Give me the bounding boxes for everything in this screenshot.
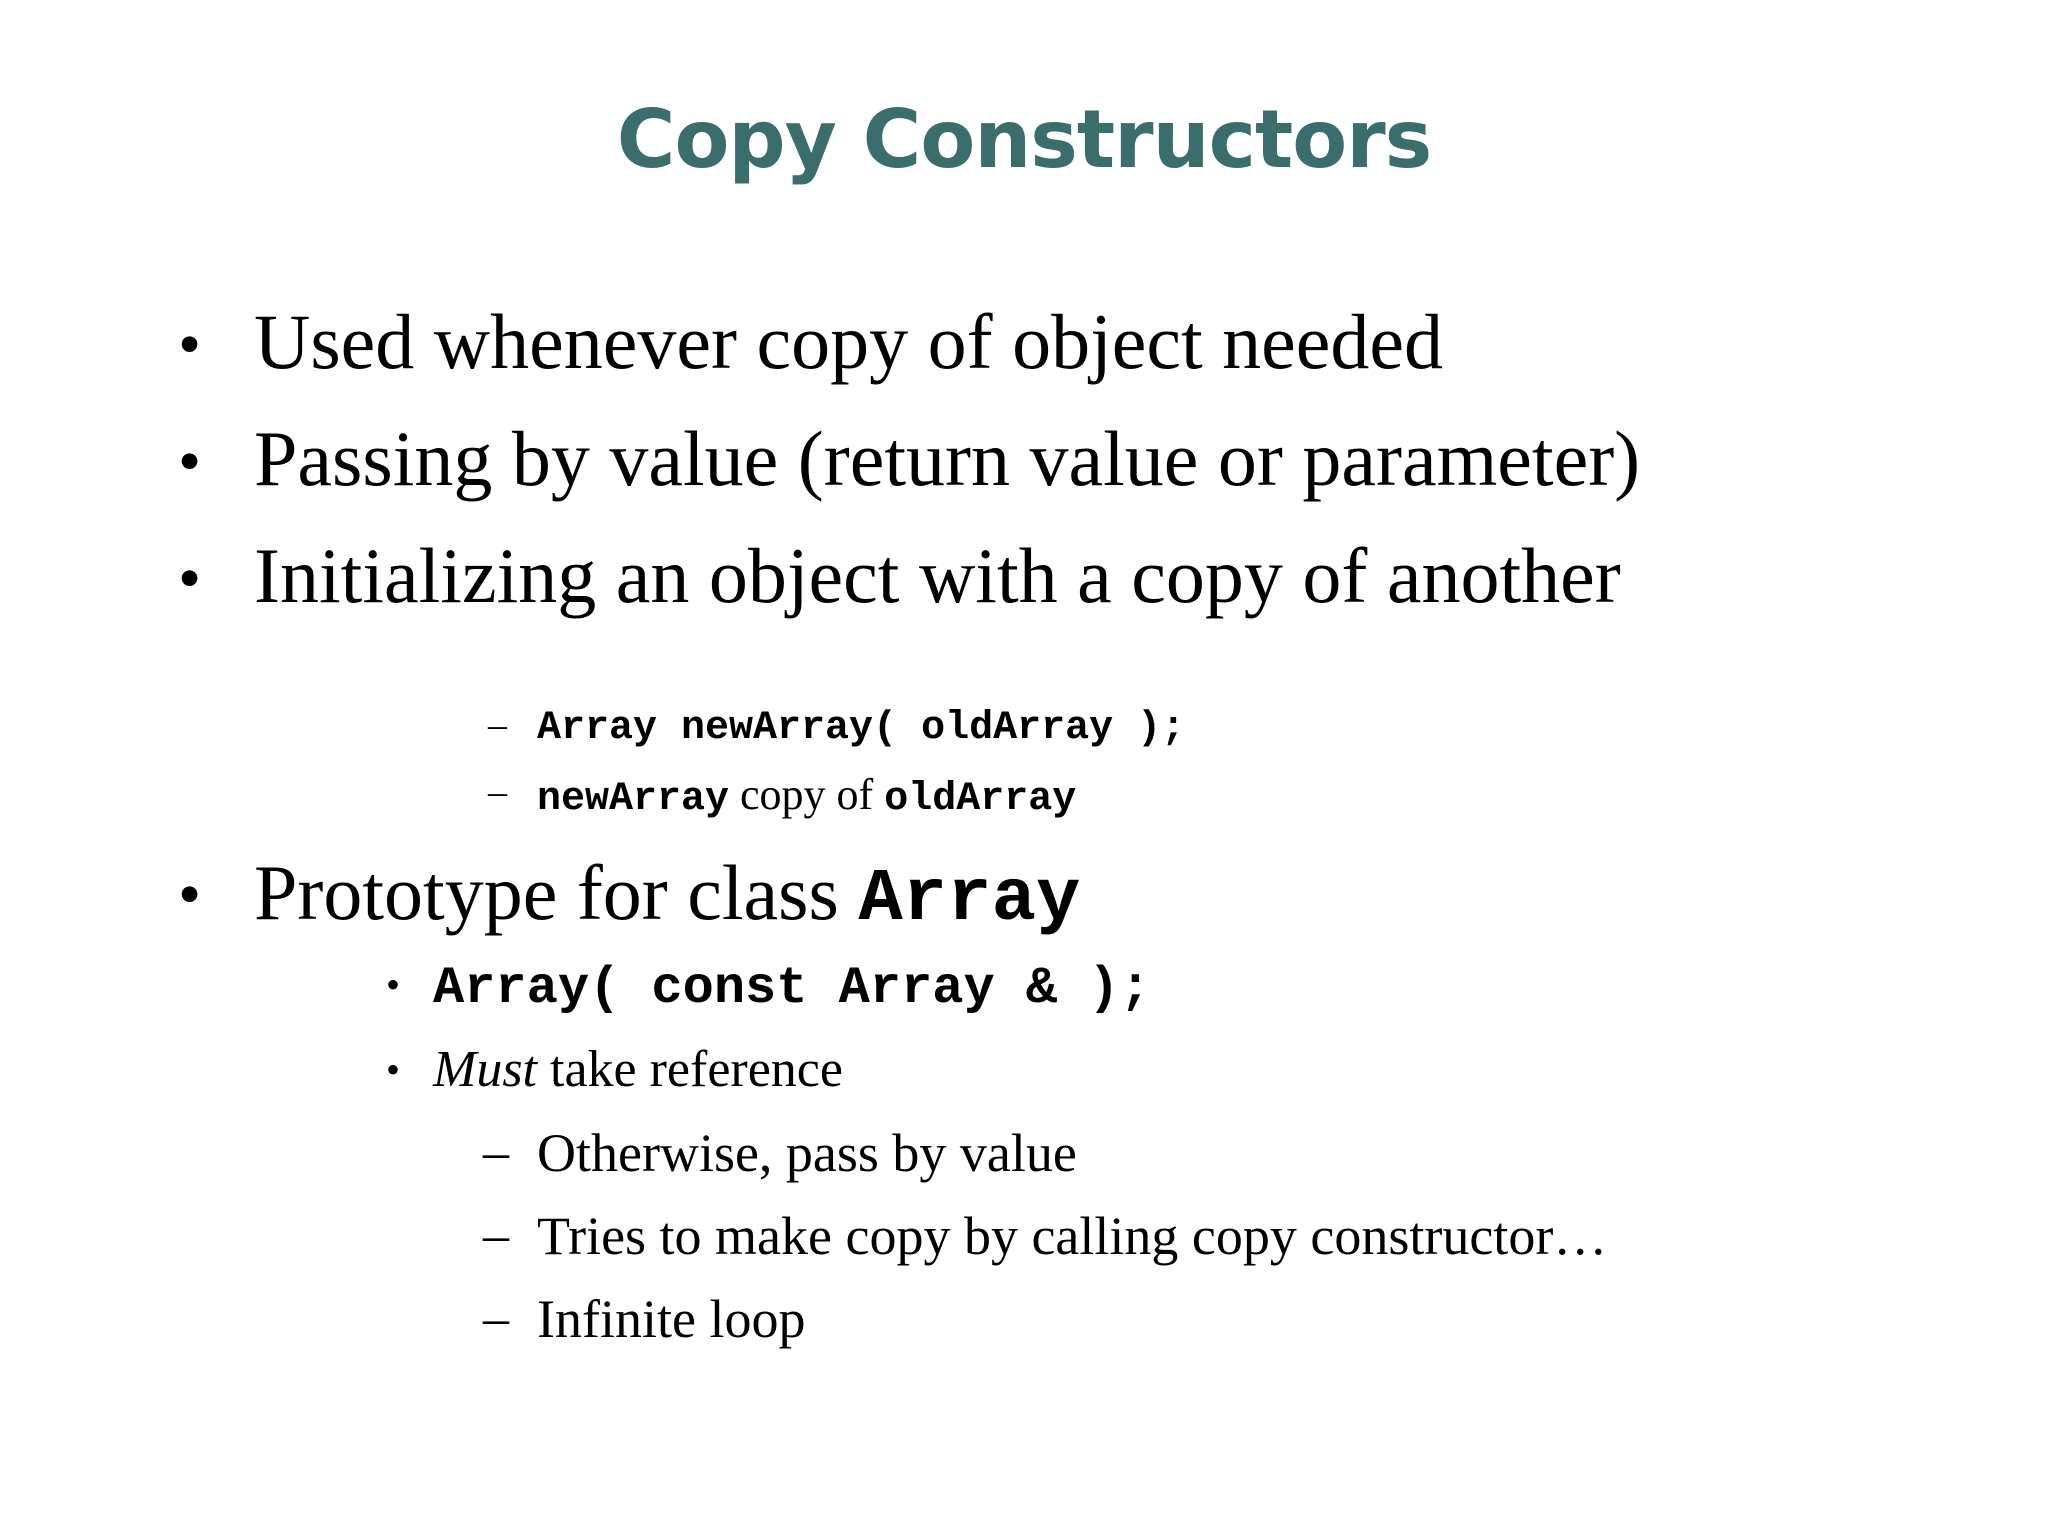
dash-icon: –: [483, 1290, 509, 1347]
code-old-array: oldArray: [884, 777, 1077, 822]
bullet-used-whenever: Used whenever copy of object needed: [254, 298, 1444, 385]
dash-icon: –: [483, 1207, 509, 1264]
must-take-reference-line: [433, 1035, 843, 1105]
code-new-array: newArray: [537, 777, 730, 822]
slide-title: Copy Constructors: [616, 93, 1432, 186]
dash-icon: –: [483, 1124, 509, 1181]
bullet-icon: •: [386, 962, 401, 1007]
bullet-icon: •: [178, 308, 202, 381]
bullet-initializing: Initializing an object with a copy of another: [254, 532, 1621, 619]
bullet-passing-by-value: Passing by value (return value or parameter): [254, 415, 1641, 502]
sub-point-infinite-loop: Infinite loop: [537, 1289, 806, 1349]
copy-of-text: copy of: [729, 770, 885, 819]
bullet-prototype: [254, 848, 1080, 945]
prototype-code-line: Array( const Array & );: [433, 959, 1151, 1018]
bullet-icon: •: [386, 1047, 401, 1092]
example-note-line: [537, 770, 1076, 825]
prototype-class-code: Array: [858, 858, 1081, 942]
bullet-icon: •: [178, 542, 202, 615]
dash-icon: –: [488, 704, 507, 746]
prototype-text: Prototype for class: [254, 849, 859, 936]
sub-point-tries: Tries to make copy by calling copy constructor…: [537, 1206, 1608, 1266]
bullet-icon: •: [178, 425, 202, 498]
example-code-line: Array newArray( oldArray );: [537, 706, 1186, 751]
must-emphasis: Must: [433, 1041, 537, 1098]
dash-icon: –: [488, 771, 507, 813]
sub-point-otherwise: Otherwise, pass by value: [537, 1123, 1077, 1183]
take-reference-text: take reference: [537, 1041, 843, 1098]
bullet-icon: •: [178, 858, 202, 931]
